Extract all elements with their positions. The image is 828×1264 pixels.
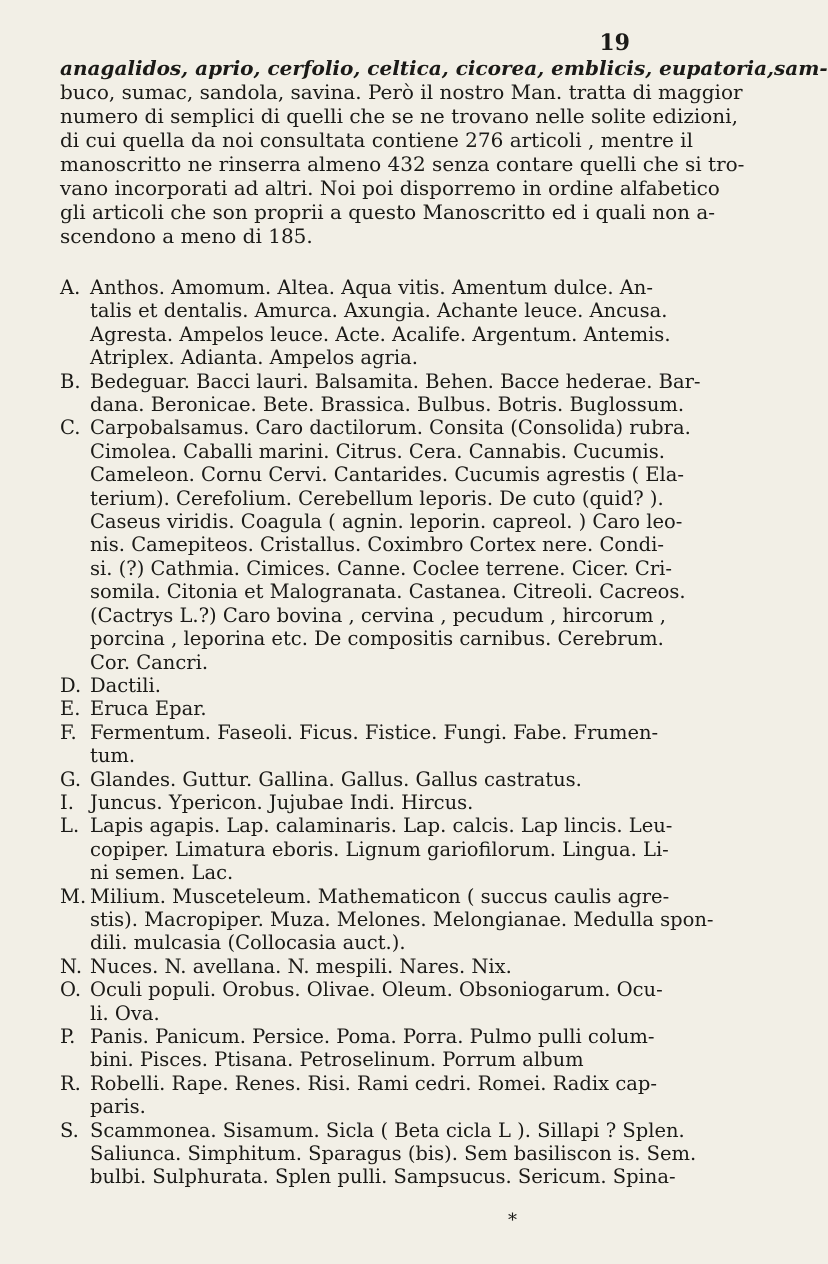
intro-line: anagalidos, aprio, cerfolio, celtica, cicorea, emblicis, eupatoria,sam- [60,56,828,80]
entry-text: porcina , leporina etc. De compositis carnibus. Cerebrum. [90,627,664,651]
entry-text: copiper. Limatura eboris. Lignum gariofilorum. Lingua. Li- [90,837,669,861]
intro-paragraph [60,56,828,248]
entry-line [60,838,750,861]
entry-line [60,1072,750,1095]
entry-text: si. (?) Cathmia. Cimices. Canne. Coclee terrene. Cicer. Cri- [90,556,672,580]
entry-text: Robelli. Rape. Renes. Risi. Rami cedri. Romei. Radix cap- [90,1071,657,1095]
index-entry [60,768,750,791]
entry-letter: R. [60,1071,81,1095]
entry-letter: B. [60,369,81,393]
index-entry [60,885,750,955]
entry-text: Bedeguar. Bacci lauri. Balsamita. Behen. Bacce hederae. Bar- [90,369,701,393]
entry-line [60,931,750,954]
entry-line [60,721,750,744]
entry-letter: S. [60,1118,79,1142]
intro-line: vano incorporati ad altri. Noi poi disporremo in ordine alfabetico [60,176,720,200]
entry-line [60,955,750,978]
entry-line [60,791,750,814]
entry-line [60,768,750,791]
alphabetical-index [60,276,750,1189]
entry-text: Atriplex. Adianta. Ampelos agria. [90,346,418,370]
entry-line [60,487,750,510]
entry-line [60,674,750,697]
entry-line [60,370,750,393]
entry-text: tum. [90,744,136,768]
entry-text: Anthos. Amomum. Altea. Aqua vitis. Amentum dulce. An- [90,276,653,299]
entry-letter: I. [60,790,74,814]
entry-line [60,276,750,299]
entry-line [60,885,750,908]
entry-text: talis et dentalis. Amurca. Axungia. Achante leuce. Ancusa. [90,299,668,323]
index-entry [60,276,750,370]
entry-line [60,299,750,322]
intro-line: scendono a meno di 185. [60,224,313,248]
entry-line [60,557,750,580]
entry-line [60,393,750,416]
entry-line [60,861,750,884]
entry-text: dili. mulcasia (Collocasia auct.). [90,931,406,955]
entry-line [60,1119,750,1142]
entry-text: Cameleon. Cornu Cervi. Cantarides. Cucumis agrestis ( Ela- [90,463,684,487]
intro-line: buco, sumac, sandola, savina. Però il nostro Man. tratta di maggior [60,80,743,104]
entry-text: Carpobalsamus. Caro dactilorum. Consita (Consolida) rubra. [90,416,691,440]
index-entry [60,1025,750,1072]
entry-letter: D. [60,673,82,697]
intro-line: manoscritto ne rinserra almeno 432 senza contare quelli che si tro- [60,152,745,176]
entry-letter: L. [60,814,80,838]
entry-letter: N. [60,954,83,978]
entry-line [60,1048,750,1071]
entry-line [60,580,750,603]
index-entry [60,674,750,697]
index-entry [60,978,750,1025]
entry-text: Cor. Cancri. [90,650,209,674]
entry-text: terium). Cerefolium. Cerebellum leporis. De cuto (quid? ). [90,486,664,510]
entry-text: somila. Citonia et Malogranata. Castanea. Citreoli. Cacreos. [90,580,686,604]
entry-letter: O. [60,978,82,1002]
index-entry [60,791,750,814]
index-entry [60,1072,750,1119]
entry-text: ni semen. Lac. [90,861,234,885]
entry-line [60,533,750,556]
intro-line: di cui quella da noi consultata contiene 276 articoli , mentre il [60,128,693,152]
index-entry [60,370,750,417]
entry-line [60,604,750,627]
entry-letter: F. [60,720,77,744]
entry-text: Eruca Epar. [90,697,207,721]
entry-letter: E. [60,697,81,721]
entry-text: Juncus. Ypericon. Jujubae Indi. Hircus. [90,790,474,814]
intro-line: numero di semplici di quelli che se ne trovano nelle solite edizioni, [60,104,738,128]
entry-text: (Cactrys L.?) Caro bovina , cervina , pecudum , hircorum , [90,603,666,627]
index-entry [60,1119,750,1189]
entry-text: stis). Macropiper. Muza. Melones. Melongianae. Medulla spon- [90,907,714,931]
entry-text: Dactili. [90,673,161,697]
index-entry [60,955,750,978]
entry-line [60,627,750,650]
entry-line [60,1095,750,1118]
entry-text: Caseus viridis. Coagula ( agnin. leporin. capreol. ) Caro leo- [90,510,683,534]
entry-line [60,1165,750,1188]
entry-line [60,978,750,1001]
index-entry [60,814,750,884]
entry-text: bini. Pisces. Ptisana. Petroselinum. Porrum album [90,1048,584,1072]
entry-line [60,463,750,486]
entry-line [60,416,750,439]
entry-text: Cimolea. Caballi marini. Citrus. Cera. Cannabis. Cucumis. [90,439,666,463]
index-entry [60,416,750,673]
entry-letter: A. [60,276,81,299]
entry-line [60,1002,750,1025]
entry-text: Nuces. N. avellana. N. mespili. Nares. Nix. [90,954,512,978]
entry-text: Milium. Musceteleum. Mathematicon ( succus caulis agre- [90,884,670,908]
entry-line [60,510,750,533]
entry-letter: M. [60,884,87,908]
entry-line [60,440,750,463]
entry-text: nis. Camepiteos. Cristallus. Coximbro Cortex nere. Condi- [90,533,664,557]
entry-text: Fermentum. Faseoli. Ficus. Fistice. Fungi. Fabe. Frumen- [90,720,659,744]
entry-text: Panis. Panicum. Persice. Poma. Porra. Pulmo pulli colum- [90,1025,655,1048]
entry-line [60,908,750,931]
entry-text: Oculi populi. Orobus. Olivae. Oleum. Obsoniogarum. Ocu- [90,978,663,1002]
entry-text: Glandes. Guttur. Gallina. Gallus. Gallus castratus. [90,767,582,791]
index-entry [60,697,750,720]
entry-text: Lapis agapis. Lap. calaminaris. Lap. calcis. Lap lincis. Leu- [90,814,673,838]
entry-line [60,651,750,674]
entry-text: Agresta. Ampelos leuce. Acte. Acalife. Argentum. Antemis. [90,322,671,346]
intro-line: gli articoli che son proprii a questo Manoscritto ed i quali non a- [60,200,716,224]
signature-mark: * [508,1210,517,1231]
entry-text: li. Ova. [90,1001,160,1025]
entry-text: dana. Beronicae. Bete. Brassica. Bulbus. Botris. Buglossum. [90,393,685,417]
entry-text: paris. [90,1095,146,1119]
entry-letter: C. [60,416,81,440]
entry-letter: G. [60,767,82,791]
entry-letter: P. [60,1025,76,1048]
entry-line [60,814,750,837]
entry-line [60,323,750,346]
entry-line [60,697,750,720]
index-entry [60,721,750,768]
page-number: 19 [599,30,630,56]
entry-text: Saliunca. Simphitum. Sparagus (bis). Sem basiliscon is. Sem. [90,1142,697,1166]
entry-text: bulbi. Sulphurata. Splen pulli. Sampsucus. Sericum. Spina- [90,1165,676,1189]
entry-text: Scammonea. Sisamum. Sicla ( Beta cicla L ). Sillapi ? Splen. [90,1118,685,1142]
entry-line [60,1025,750,1048]
entry-line [60,346,750,369]
entry-line [60,744,750,767]
entry-line [60,1142,750,1165]
